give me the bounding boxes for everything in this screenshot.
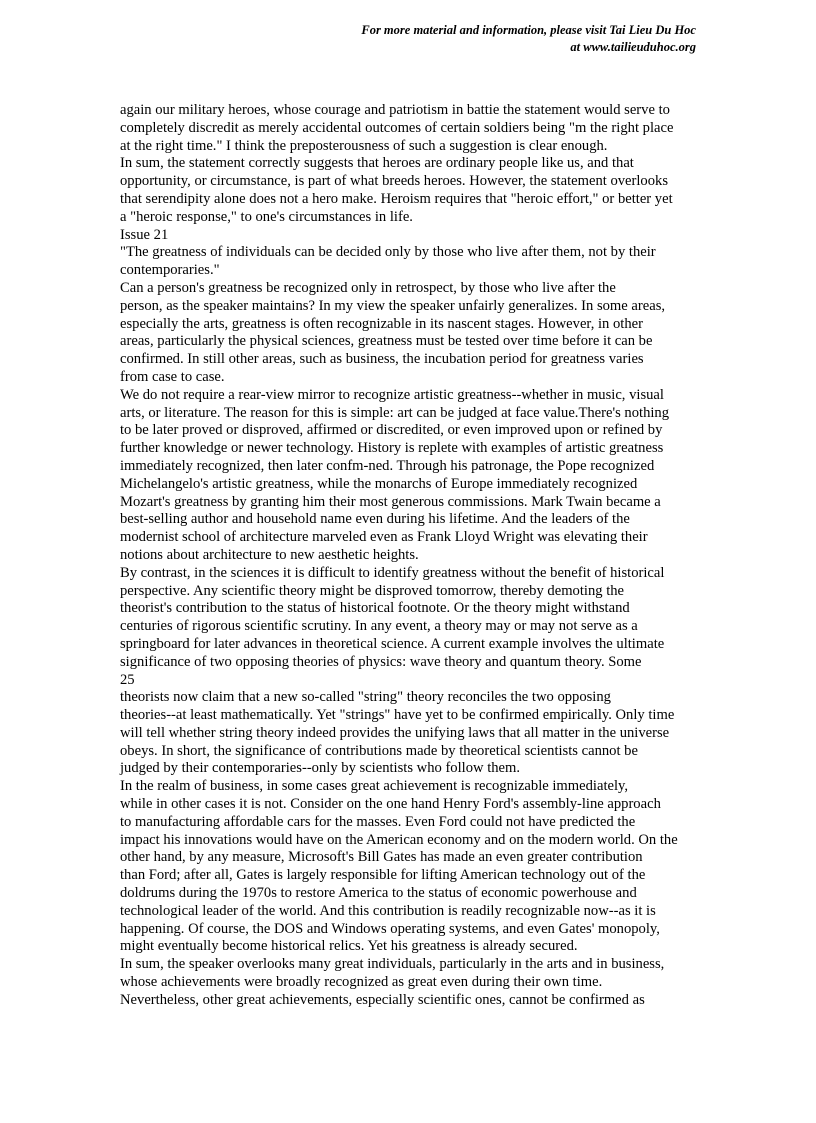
text-line: We do not require a rear-view mirror to recognize artistic greatness--whether in music, visual <box>120 386 664 403</box>
header-line-1: For more material and information, please visit Tai Lieu Du Hoc <box>361 23 696 37</box>
text-line: from case to case. <box>120 368 225 385</box>
text-line: to be later proved or disproved, affirmed or discredited, or even improved upon or refined by <box>120 422 663 439</box>
text-line: impact his innovations would have on the American economy and on the modern world. On the <box>120 831 678 848</box>
text-line: opportunity, or circumstance, is part of what breeds heroes. However, the statement overlooks <box>120 173 668 190</box>
text-line: modernist school of architecture marveled even as Frank Lloyd Wright was elevating their <box>120 529 648 546</box>
text-line: that serendipity alone does not a hero make. Heroism requires that "heroic effort," or better yet <box>120 190 673 207</box>
page-header <box>361 22 696 56</box>
text-line: while in other cases it is not. Consider on the one hand Henry Ford's assembly-line approach <box>120 796 661 813</box>
text-line: theorist's contribution to the status of historical footnote. Or the theory might withstand <box>120 600 630 617</box>
text-line: obeys. In short, the significance of contributions made by theoretical scientists cannot be <box>120 742 638 759</box>
text-line: notions about architecture to new aesthetic heights. <box>120 546 419 563</box>
text-line: 25 <box>120 671 135 688</box>
text-line: doldrums during the 1970s to restore America to the status of economic powerhouse and <box>120 885 637 902</box>
text-line: than Ford; after all, Gates is largely responsible for lifting American technology out of the <box>120 867 646 884</box>
text-line: further knowledge or newer technology. History is replete with examples of artistic greatness <box>120 440 664 457</box>
text-line: By contrast, in the sciences it is difficult to identify greatness without the benefit of historical <box>120 564 665 581</box>
text-line: In sum, the statement correctly suggests that heroes are ordinary people like us, and that <box>120 155 634 172</box>
text-line: technological leader of the world. And this contribution is readily recognizable now--as it is <box>120 902 656 919</box>
text-line: "The greatness of individuals can be decided only by those who live after them, not by their <box>120 244 656 261</box>
text-line: happening. Of course, the DOS and Windows operating systems, and even Gates' monopoly, <box>120 920 660 937</box>
text-line: theorists now claim that a new so-called "string" theory reconciles the two opposing <box>120 689 611 706</box>
text-line: areas, particularly the physical sciences, greatness must be tested over time before it can be <box>120 333 653 350</box>
text-line: arts, or literature. The reason for this is simple: art can be judged at face value.There's nothing <box>120 404 670 421</box>
text-line: immediately recognized, then later confm-ned. Through his patronage, the Pope recognized <box>120 457 655 474</box>
text-line: In sum, the speaker overlooks many great individuals, particularly in the arts and in business, <box>120 956 665 973</box>
text-line: Issue 21 <box>120 226 169 243</box>
essay-body <box>120 102 700 1010</box>
text-line: at the right time." I think the preposterousness of such a suggestion is clear enough. <box>120 137 608 154</box>
text-line: whose achievements were broadly recognized as great even during their own time. <box>120 974 603 991</box>
text-line: significance of two opposing theories of physics: wave theory and quantum theory. Some <box>120 653 642 670</box>
text-line: completely discredit as merely accidental outcomes of certain soldiers being "m the right place <box>120 119 674 136</box>
text-line: will tell whether string theory indeed provides the unifying laws that all matter in the universe <box>120 724 670 741</box>
text-line: contemporaries." <box>120 262 220 279</box>
text-line: Mozart's greatness by granting him their most generous commissions. Mark Twain became a <box>120 493 661 510</box>
text-line: theories--at least mathematically. Yet "strings" have yet to be confirmed empirically. Only time <box>120 707 675 724</box>
text-line: confirmed. In still other areas, such as business, the incubation period for greatness varies <box>120 351 644 368</box>
text-line: centuries of rigorous scientific scrutiny. In any event, a theory may or may not serve as a <box>120 618 638 635</box>
text-line: Nevertheless, other great achievements, especially scientific ones, cannot be confirmed as <box>120 991 645 1008</box>
text-line: to manufacturing affordable cars for the masses. Even Ford could not have predicted the <box>120 813 636 830</box>
text-line: especially the arts, greatness is often recognizable in its nascent stages. However, in other <box>120 315 643 332</box>
text-line: perspective. Any scientific theory might be disproved tomorrow, thereby demoting the <box>120 582 625 599</box>
text-line: other hand, by any measure, Microsoft's Bill Gates has made an even greater contribution <box>120 849 643 866</box>
text-line: a "heroic response," to one's circumstances in life. <box>120 208 413 225</box>
text-line: person, as the speaker maintains? In my view the speaker unfairly generalizes. In some areas, <box>120 297 666 314</box>
text-line: might eventually become historical relics. Yet his greatness is already secured. <box>120 938 578 955</box>
text-line: springboard for later advances in theoretical science. A current example involves the ultimate <box>120 635 665 652</box>
text-line: again our military heroes, whose courage and patriotism in battie the statement would serve to <box>120 102 670 118</box>
text-line: best-selling author and household name even during his lifetime. And the leaders of the <box>120 511 630 528</box>
text-line: judged by their contemporaries--only by scientists who follow them. <box>120 760 521 777</box>
text-line: In the realm of business, in some cases great achievement is recognizable immediately, <box>120 778 629 795</box>
header-line-2: at www.tailieuduhoc.org <box>570 40 696 54</box>
text-line: Can a person's greatness be recognized only in retrospect, by those who live after the <box>120 279 616 296</box>
text-line: Michelangelo's artistic greatness, while the monarchs of Europe immediately recognized <box>120 475 638 492</box>
